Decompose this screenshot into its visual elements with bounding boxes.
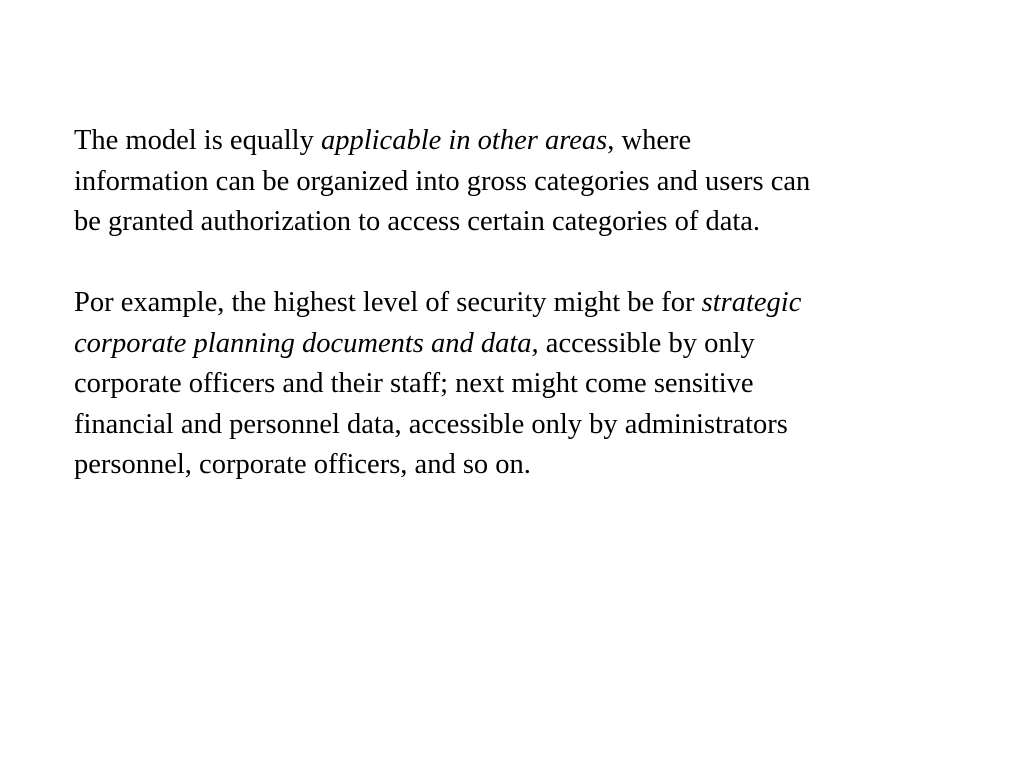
italic-emphasis: strategic [701,287,802,318]
text-line [74,121,974,162]
italic-emphasis: applicable in other areas [320,125,608,156]
text-run: The model is equally [74,125,321,156]
text-line [74,283,974,324]
text-run: accessible by only [538,327,755,359]
text-line: personnel, corporate officers, and so on. [74,449,531,480]
text-line: be granted authorization to access certain categories of data. [74,206,761,237]
text-run: , where [607,125,692,156]
slide-body [74,121,974,486]
text-line [74,324,974,365]
text-line: corporate officers and their staff; next might come sensitive [74,368,754,399]
italic-emphasis: corporate planning documents and data, [74,327,539,359]
paragraph-security-levels-example [74,283,974,486]
text-run: Por example, the highest level of security might be for [74,287,702,318]
text-line: financial and personnel data, accessible only by administrators [74,408,788,440]
text-line: information can be organized into gross categories and users can [74,165,811,197]
paragraph-model-applicability [74,121,974,243]
